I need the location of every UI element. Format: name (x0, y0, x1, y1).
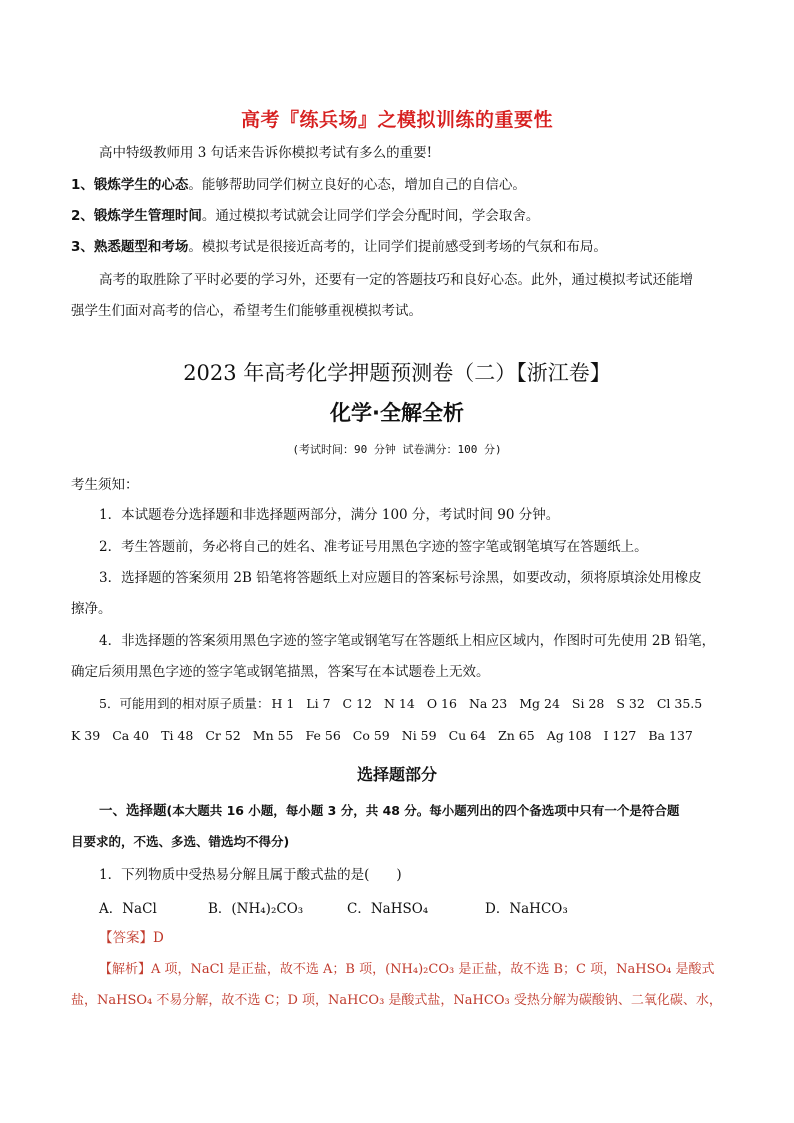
point-number: 1、 (71, 177, 94, 193)
promo-title: 高考『练兵场』之模拟训练的重要性 (240, 109, 553, 131)
notice-heading: 考生须知： (71, 477, 139, 493)
point-head: 锻炼学生的心态 (93, 177, 189, 193)
atomic-mass: Ba 137 (648, 728, 693, 743)
promo-closing-line-1: 高考的取胜除了平时必要的学习外，还要有一定的答题技巧和良好心态。此外，通过模拟考试还能增 (99, 272, 693, 288)
analysis-label: 【解析】 (99, 962, 152, 977)
atomic-mass: Si 28 (571, 696, 605, 711)
promo-point-2 (71, 206, 539, 226)
notice-item-4-cont: 确定后须用黑色字迹的签字笔或钢笔描黑，答案写在本试题卷上无效。 (71, 664, 490, 680)
point-body: 。通过模拟考试就会让同学们学会分配时间，学会取舍。 (201, 208, 540, 224)
atomic-mass: Ca 40 (112, 728, 150, 743)
atomic-mass: K 39 (71, 728, 101, 743)
point-body: 。能够帮助同学们树立良好的心态，增加自己的自信心。 (188, 177, 526, 193)
part-desc-cont: 目要求的，不选、多选、错选均不得分) (71, 834, 290, 849)
atomic-mass-row-1 (99, 694, 702, 714)
part-heading (99, 801, 679, 821)
atomic-mass: N 14 (383, 696, 415, 711)
atomic-mass: Mn 55 (252, 728, 294, 743)
atomic-mass: O 16 (426, 696, 457, 711)
point-body: 。模拟考试是很接近高考的，让同学们提前感受到考场的气氛和布局。 (188, 239, 607, 255)
analysis-line-2: 盐，NaHSO₄ 不易分解，故不选 C；D 项，NaHCO₃ 是酸式盐，NaHCO₃ 受热分解为碳酸钠、二氧化碳、水， (71, 993, 722, 1008)
atomic-mass-lead: 5．可能用到的相对原子质量： (99, 696, 270, 711)
notice-item-3: 3．选择题的答案须用 2B 铅笔将答题纸上对应题目的答案标号涂黑，如要改动，须将原填涂处用橡皮 (99, 570, 702, 586)
point-number: 2、 (71, 208, 94, 224)
exam-title: 2023 年高考化学押题预测卷（二）【浙江卷】 (183, 361, 611, 385)
notice-item-4: 4．非选择题的答案须用黑色字迹的签字笔或钢笔写在答题纸上相应区域内，作图时可先使用 2B 铅笔， (99, 633, 716, 649)
atomic-mass: Cu 64 (448, 728, 487, 743)
notice-item-3-cont: 擦净。 (71, 601, 112, 617)
atomic-mass: Cr 52 (205, 728, 241, 743)
section-title: 选择题部分 (356, 765, 437, 784)
atomic-mass: Co 59 (352, 728, 390, 743)
part-label: 一、选择题 (99, 803, 167, 819)
answer-line (99, 928, 164, 948)
atomic-mass: Ti 48 (161, 728, 194, 743)
notice-item-1: 1．本试题卷分选择题和非选择题两部分，满分 100 分，考试时间 90 分钟。 (99, 507, 560, 523)
option-b: B．(NH₄)₂CO₃ (208, 901, 304, 917)
atomic-mass: Mg 24 (519, 696, 560, 711)
point-head: 锻炼学生管理时间 (93, 208, 202, 224)
atomic-mass: Na 23 (468, 696, 508, 711)
atomic-mass-row-2 (71, 726, 693, 746)
option-d: D．NaHCO₃ (485, 901, 568, 917)
atomic-mass: Fe 56 (305, 728, 341, 743)
option-a: A．NaCl (99, 901, 157, 917)
promo-point-1 (71, 175, 526, 195)
notice-item-2: 2．考生答题前，务必将自己的姓名、准考证号用黑色字迹的签字笔或钢笔填写在答题纸上。 (99, 539, 648, 555)
analysis-text: A 项，NaCl 是正盐，故不选 A；B 项，(NH₄)₂CO₃ 是正盐，故不选 B；C 项，NaHSO₄ 是酸式 (151, 962, 715, 977)
atomic-mass: Ni 59 (401, 728, 437, 743)
atomic-mass: Li 7 (306, 696, 331, 711)
promo-intro: 高中特级教师用 3 句话来告诉你模拟考试有多么的重要! (99, 145, 433, 161)
analysis-line-1 (99, 960, 714, 980)
atomic-mass: Ag 108 (546, 728, 592, 743)
atomic-mass: I 127 (603, 728, 637, 743)
point-number: 3、 (71, 239, 94, 255)
atomic-mass: S 32 (616, 696, 645, 711)
part-desc: (本大题共 16 小题，每小题 3 分，共 48 分。每小题列出的四个备选项中只有一个是符合题 (166, 803, 680, 818)
atomic-mass: H 1 (271, 696, 295, 711)
question-stem: 1．下列物质中受热易分解且属于酸式盐的是( ) (99, 867, 402, 883)
exam-time-note: (考试时间：90 分钟 试卷满分：100 分) (292, 443, 502, 456)
promo-closing-line-2: 强学生们面对高考的信心，希望考生们能够重视模拟考试。 (71, 303, 422, 319)
exam-subtitle: 化学·全解全析 (330, 401, 464, 425)
atomic-mass: C 12 (342, 696, 372, 711)
answer-value: D (153, 930, 164, 946)
atomic-mass: Cl 35.5 (656, 696, 703, 711)
point-head: 熟悉题型和考场 (93, 239, 189, 255)
option-c: C．NaHSO₄ (347, 901, 429, 917)
atomic-mass: Zn 65 (498, 728, 535, 743)
answer-label: 【答案】 (99, 930, 153, 946)
promo-point-3 (71, 237, 607, 257)
